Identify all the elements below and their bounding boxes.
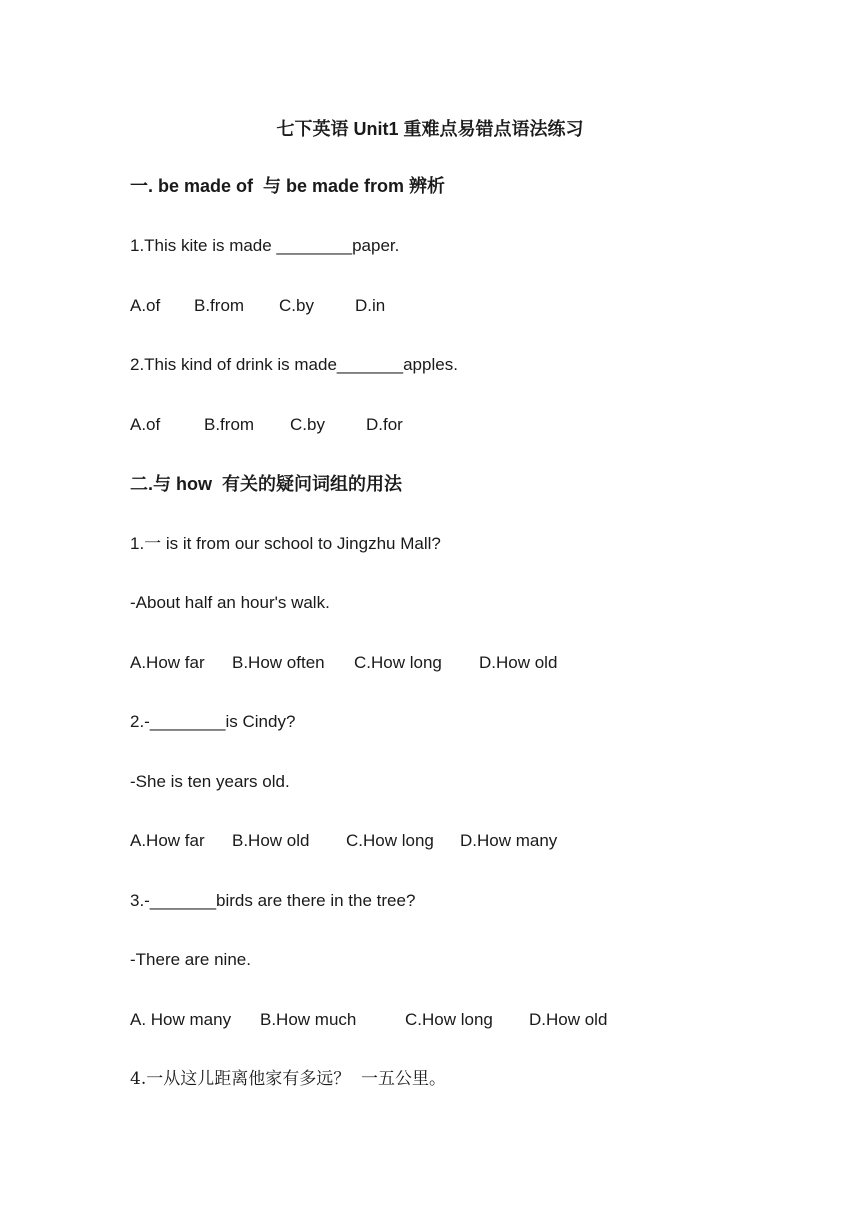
option-b: B.How much [260, 1010, 357, 1029]
question-options [130, 294, 385, 318]
option-b: B.How old [232, 831, 310, 850]
option-b: B.from [194, 296, 245, 315]
question-stem: 3.-_______birds are there in the tree? [130, 891, 416, 910]
question-stem: 4.一从这儿距离他家有多远？ 一五公里。 [130, 1069, 447, 1089]
question-stem: 2.This kind of drink is made_______apples. [130, 355, 458, 374]
question-stem: 2.-________is Cindy? [130, 712, 296, 731]
option-a: A.How far [130, 653, 205, 672]
option-b: B.from [204, 415, 255, 434]
option-a: A. How many [130, 1010, 232, 1029]
question-stem: 1.一 is it from our school to Jingzhu Mall? [130, 534, 441, 553]
option-a: A.of [130, 415, 161, 434]
option-c: C.by [279, 296, 314, 315]
option-c: C.by [290, 415, 325, 434]
option-c: C.How long [405, 1010, 493, 1029]
section-heading-2: 二.与 how 有关的疑问词组的用法 [130, 474, 402, 494]
question-options [130, 413, 403, 437]
section-heading-1: 一. be made of 与 be made from 辨析 [130, 176, 446, 196]
page-title: 七下英语 Unit1 重难点易错点语法练习 [276, 119, 584, 139]
option-d: D.How many [460, 831, 558, 850]
question-options [130, 1008, 607, 1032]
question-stem: 1.This kite is made ________paper. [130, 236, 400, 255]
question-answer: -About half an hour's walk. [130, 593, 330, 612]
question-options [130, 651, 557, 675]
option-d: D.in [355, 296, 386, 315]
option-d: D.How old [529, 1010, 608, 1029]
option-a: A.How far [130, 831, 205, 850]
option-a: A.of [130, 296, 161, 315]
option-b: B.How often [232, 653, 325, 672]
question-options [130, 829, 557, 853]
option-d: D.for [366, 415, 403, 434]
option-c: C.How long [354, 653, 442, 672]
option-d: D.How old [479, 653, 558, 672]
option-c: C.How long [346, 831, 434, 850]
question-answer: -There are nine. [130, 950, 251, 969]
question-answer: -She is ten years old. [130, 772, 290, 791]
